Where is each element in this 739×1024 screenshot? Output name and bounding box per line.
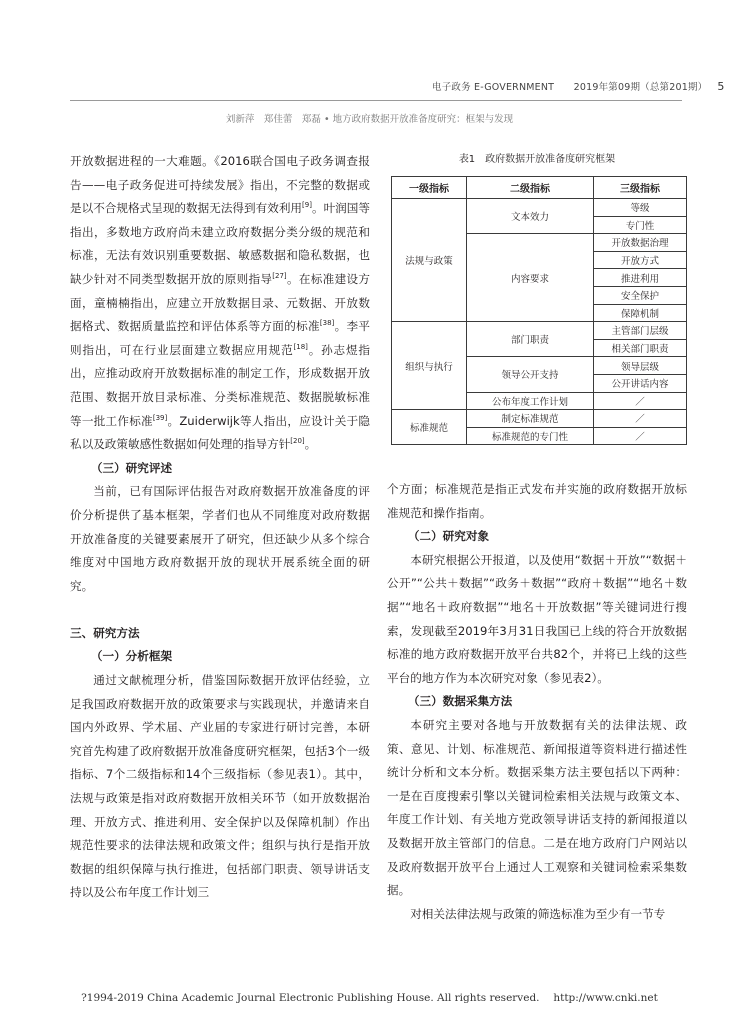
framework-table — [391, 176, 687, 445]
paragraph-text: 。 — [304, 437, 317, 452]
paragraph-text: 。在标准建设方面，童楠楠指出，应建立开放数据目录、元数据、开放数据格式、数据质量监控和评估体系等方面的标准 — [70, 271, 370, 334]
table-cell-l2: 公布年度工作计划 — [467, 392, 594, 410]
citation[interactable]: [27] — [272, 272, 287, 281]
right-column — [387, 478, 687, 926]
table-cell-l1: 组织与执行 — [392, 322, 467, 410]
table-row — [392, 199, 687, 217]
section-heading-review: （三）研究评述 — [90, 460, 173, 475]
criteria-paragraph: 对相关法律法规与政策的筛选标准为至少有一节专 — [410, 906, 666, 921]
collection-paragraph: 本研究主要对各地与开放数据有关的法律法规、政策、意见、计划、标准规范、新闻报道等资料进行描述性统计分析和文本分析。数据采集方法主要包括以下两种：一是在百度搜索引擎以关键词检索相关法规与政策文本、年度工作计划、有关地方党政领导讲话支持的新闻报道以及数据开放主管部门的信息。二是在地方政府门户网站以及政府数据开放平台上通过人工观察和关键词检索采集数据。 — [387, 717, 687, 898]
header-divider — [70, 100, 682, 101]
paragraph-text: 。叶润国等指出，多数地方政府尚未建立政府数据分类分级的规范和标准，无法有效识别重要数据、敏感数据和隐私数据，也缺少针对不同类型数据开放的原则指导 — [70, 201, 370, 286]
table-cell-l2: 制定标准规范 — [467, 410, 594, 428]
table-cell-l2: 文本效力 — [467, 199, 594, 234]
table-cell-l1: 标准规范 — [392, 410, 467, 445]
journal-header — [432, 79, 725, 93]
object-paragraph: 本研究根据公开报道，以及使用“数据＋开放”“数据＋公开”“公共＋数据”“政务＋数据”“政府＋数据”“地名＋数据”“地名＋政府数据”“地名＋开放数据”等关键词进行搜索，发现截至2019年3月31日我国已上线的符合开放数据标准的地方政府数据开放平台共82个，并将已上线的这些平台的地方作为本次研究对象（参见表2）。 — [387, 552, 687, 685]
table-header: 二级指标 — [467, 177, 594, 199]
section-heading-framework: （一）分析框架 — [90, 649, 173, 664]
table-cell-l3: 主管部门层级 — [594, 322, 687, 340]
running-title: 刘新萍 郑佳蕾 郑磊 • 地方政府数据开放准备度研究：框架与发现 — [225, 114, 514, 125]
left-column — [70, 150, 370, 905]
citation[interactable]: [38] — [319, 319, 335, 328]
table-cell-l3: ／ — [594, 410, 687, 428]
table-cell-l2: 领导公开支持 — [467, 357, 594, 392]
table-cell-l3: 安全保护 — [594, 286, 687, 304]
table-row — [392, 410, 687, 428]
section-heading-method: 三、研究方法 — [70, 625, 140, 640]
table-cell-l3: 领导层级 — [594, 357, 687, 375]
table-cell-l3: ／ — [594, 392, 687, 410]
table-header: 三级指标 — [594, 177, 687, 199]
table-cell-l3: 开放方式 — [594, 251, 687, 269]
table-caption: 表1 政府数据开放准备度研究框架 — [458, 154, 616, 165]
table-row — [392, 322, 687, 340]
table-cell-l3: ／ — [594, 427, 687, 445]
citation[interactable]: [20] — [290, 437, 305, 446]
citation[interactable]: [18] — [293, 342, 308, 351]
paragraph-text: 开放数据进程的一大难题。《2016联合国电子政务调查报告——电子政务促进可持续发展》指出，不完整的数据或是以不合规格式呈现的数据无法得到有效利用 — [70, 154, 370, 216]
citation[interactable]: [39] — [152, 413, 168, 422]
framework-paragraph: 通过文献梳理分析，借鉴国际数据开放评估经验，立足我国政府数据开放的政策要求与实践现状，并邀请来自国内外政界、学术届、产业届的专家进行研讨完善，本研究首先构建了政府数据开放准备度研究框架，包括3个一级指标、7个二级指标和14个三级指标（参见表1）。其中，法规与政策是指对政府数据开放相关环节（如开放数据治理、开放方式、推进利用、安全保护以及保障机制）作出规范性要求的法律法规和政策文件；组织与执行是指开放数据的组织保障与执行推进，包括部门职责、领导讲话支持以及公布年度工作计划三 — [70, 673, 370, 900]
literature-paragraph — [70, 150, 370, 457]
table-cell-l3: 专门性 — [594, 216, 687, 234]
continuation-paragraph: 个方面；标准规范是指正式发布并实施的政府数据开放标准规范和操作指南。 — [387, 482, 687, 520]
table-cell-l2: 内容要求 — [467, 234, 594, 322]
table-cell-l3: 保障机制 — [594, 304, 687, 322]
table-cell-l3: 公开讲话内容 — [594, 374, 687, 392]
paragraph-text: 。Zuiderwijk等人指出，应设计关于隐私以及政策敏感性数据如何处理的指导方针 — [70, 413, 370, 452]
table-cell-l3: 等级 — [594, 199, 687, 217]
table-cell-l3: 相关部门职责 — [594, 339, 687, 357]
spacer — [70, 598, 370, 622]
table-cell-l1: 法规与政策 — [392, 199, 467, 322]
page-number: 5 — [717, 80, 725, 93]
journal-name: 电子政务 E-GOVERNMENT 2019年第09期（总第201期） — [432, 82, 708, 93]
review-paragraph: 当前，已有国际评估报告对政府数据开放准备度的评价分析提供了基本框架，学者们也从不同维度对政府数据开放准备度的关键要素展开了研究，但还缺少从多个综合维度对中国地方政府数据开放的现状开展系统全面的研究。 — [70, 484, 370, 593]
copyright-footer: ?1994-2019 China Academic Journal Electronic Publishing House. All rights reserved. http://www.cnki.net — [81, 992, 658, 1004]
table-cell-l3: 推进利用 — [594, 269, 687, 287]
paragraph-text: 。李平则指出，可在行业层面建立数据应用规范 — [70, 319, 370, 357]
table-header-row — [392, 177, 687, 199]
table-header: 一级指标 — [392, 177, 467, 199]
paragraph-text: 。孙志煜指出，应推动政府开放数据标准的制定工作，形成数据开放范围、数据开放目录标准、分类标准规范、数据脱敏标准等一批工作标准 — [70, 342, 370, 428]
table-cell-l2: 标准规范的专门性 — [467, 427, 594, 445]
section-heading-object: （二）研究对象 — [407, 529, 490, 544]
citation[interactable]: [9] — [302, 201, 312, 210]
section-heading-collection: （三）数据采集方法 — [407, 694, 513, 709]
table-cell-l2: 部门职责 — [467, 322, 594, 357]
table-cell-l3: 开放数据治理 — [594, 234, 687, 252]
